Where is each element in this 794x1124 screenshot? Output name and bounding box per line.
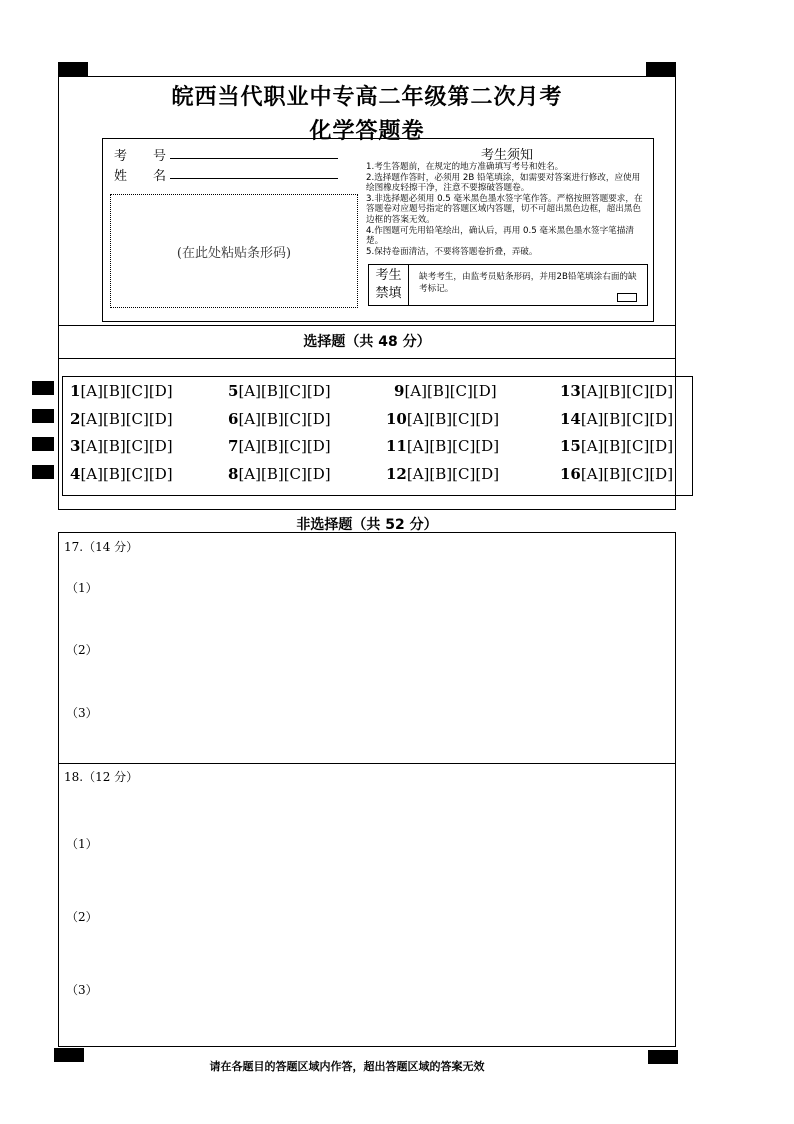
timing-mark-2	[32, 409, 54, 423]
exam-number-label: 考 号	[114, 149, 167, 164]
mc-question-5[interactable]: 5[A][B][C][D]	[228, 382, 331, 400]
multiple-choice-heading: 选择题（共 48 分）	[58, 325, 676, 359]
notice-item: 5.保持卷面清洁，不要将答题卷折叠，弄破。	[366, 246, 538, 257]
notice-list	[366, 162, 648, 257]
mc-question-14[interactable]: 14[A][B][C][D]	[560, 410, 674, 428]
question-17-part-3: （3）	[66, 706, 98, 720]
notice-item: 1.考生答题前，在规定的地方准确填写考号和姓名。	[366, 162, 564, 172]
question-17-part-1: （1）	[66, 581, 98, 595]
mc-question-3[interactable]: 3[A][B][C][D]	[70, 437, 173, 455]
absent-label: 考生 禁填	[369, 265, 409, 305]
non-choice-heading: 非选择题（共 52 分）	[296, 517, 438, 533]
timing-mark-4	[32, 465, 54, 479]
notice-item: 3.非选择题必须用 0.5 毫米黑色墨水签字笔作答。严格按照答题要求，在答题卷对应题号指定的答题区域内答题，切不可超出黑色边框，超出黑色边框的答案无效。	[366, 193, 643, 225]
mc-question-16[interactable]: 16[A][B][C][D]	[560, 465, 674, 483]
name-label: 姓 名	[114, 169, 167, 184]
absent-box	[368, 264, 648, 306]
mc-question-10[interactable]: 10[A][B][C][D]	[386, 410, 500, 428]
question-18-answer-area[interactable]	[58, 763, 676, 1047]
question-17-answer-area[interactable]	[58, 532, 676, 764]
question-18-part-1: （1）	[66, 837, 98, 851]
footer-warning: 请在各题目的答题区域内作答，超出答题区域的答案无效	[209, 1060, 485, 1073]
exam-title: 皖西当代职业中专高二年级第二次月考	[171, 85, 563, 110]
absent-instructions: 缺考考生，由监考员贴条形码，并用2B铅笔填涂右面的缺考标记。	[419, 272, 637, 294]
mc-question-1[interactable]: 1[A][B][C][D]	[70, 382, 173, 400]
barcode-placeholder: (在此处粘贴条形码)	[176, 245, 292, 261]
question-18-part-3: （3）	[66, 983, 98, 997]
timing-mark-1	[32, 381, 54, 395]
question-17-title: 17.（14 分）	[64, 540, 139, 554]
paper-subtitle: 化学答题卷	[309, 119, 425, 144]
mc-question-4[interactable]: 4[A][B][C][D]	[70, 465, 173, 483]
mc-question-7[interactable]: 7[A][B][C][D]	[228, 437, 331, 455]
mc-question-9[interactable]: 9[A][B][C][D]	[394, 382, 497, 400]
notice-item: 2.选择题作答时，必须用 2B 铅笔填涂，如需要对答案进行修改，应使用绘图橡皮轻擦干净，注意不要擦破答题卷。	[366, 172, 641, 194]
timing-mark-3	[32, 437, 54, 451]
absent-mark-box[interactable]	[617, 293, 637, 302]
question-18-part-2: （2）	[66, 910, 98, 924]
mc-question-12[interactable]: 12[A][B][C][D]	[386, 465, 500, 483]
exam-number-field[interactable]	[170, 146, 338, 159]
mc-question-2[interactable]: 2[A][B][C][D]	[70, 410, 173, 428]
question-17-part-2: （2）	[66, 643, 98, 657]
mc-question-13[interactable]: 13[A][B][C][D]	[560, 382, 674, 400]
alignment-mark-top-left	[58, 62, 88, 76]
alignment-mark-top-right	[646, 62, 676, 76]
notice-title: 考生须知	[480, 148, 533, 163]
mc-question-11[interactable]: 11[A][B][C][D]	[386, 437, 500, 455]
mc-question-15[interactable]: 15[A][B][C][D]	[560, 437, 674, 455]
mc-question-8[interactable]: 8[A][B][C][D]	[228, 465, 331, 483]
name-field[interactable]	[170, 166, 338, 179]
mc-question-6[interactable]: 6[A][B][C][D]	[228, 410, 331, 428]
question-18-title: 18.（12 分）	[64, 770, 139, 784]
barcode-area	[110, 194, 358, 308]
notice-item: 4.作图题可先用铅笔绘出，确认后，再用 0.5 毫米黑色墨水签字笔描清楚。	[366, 225, 634, 247]
